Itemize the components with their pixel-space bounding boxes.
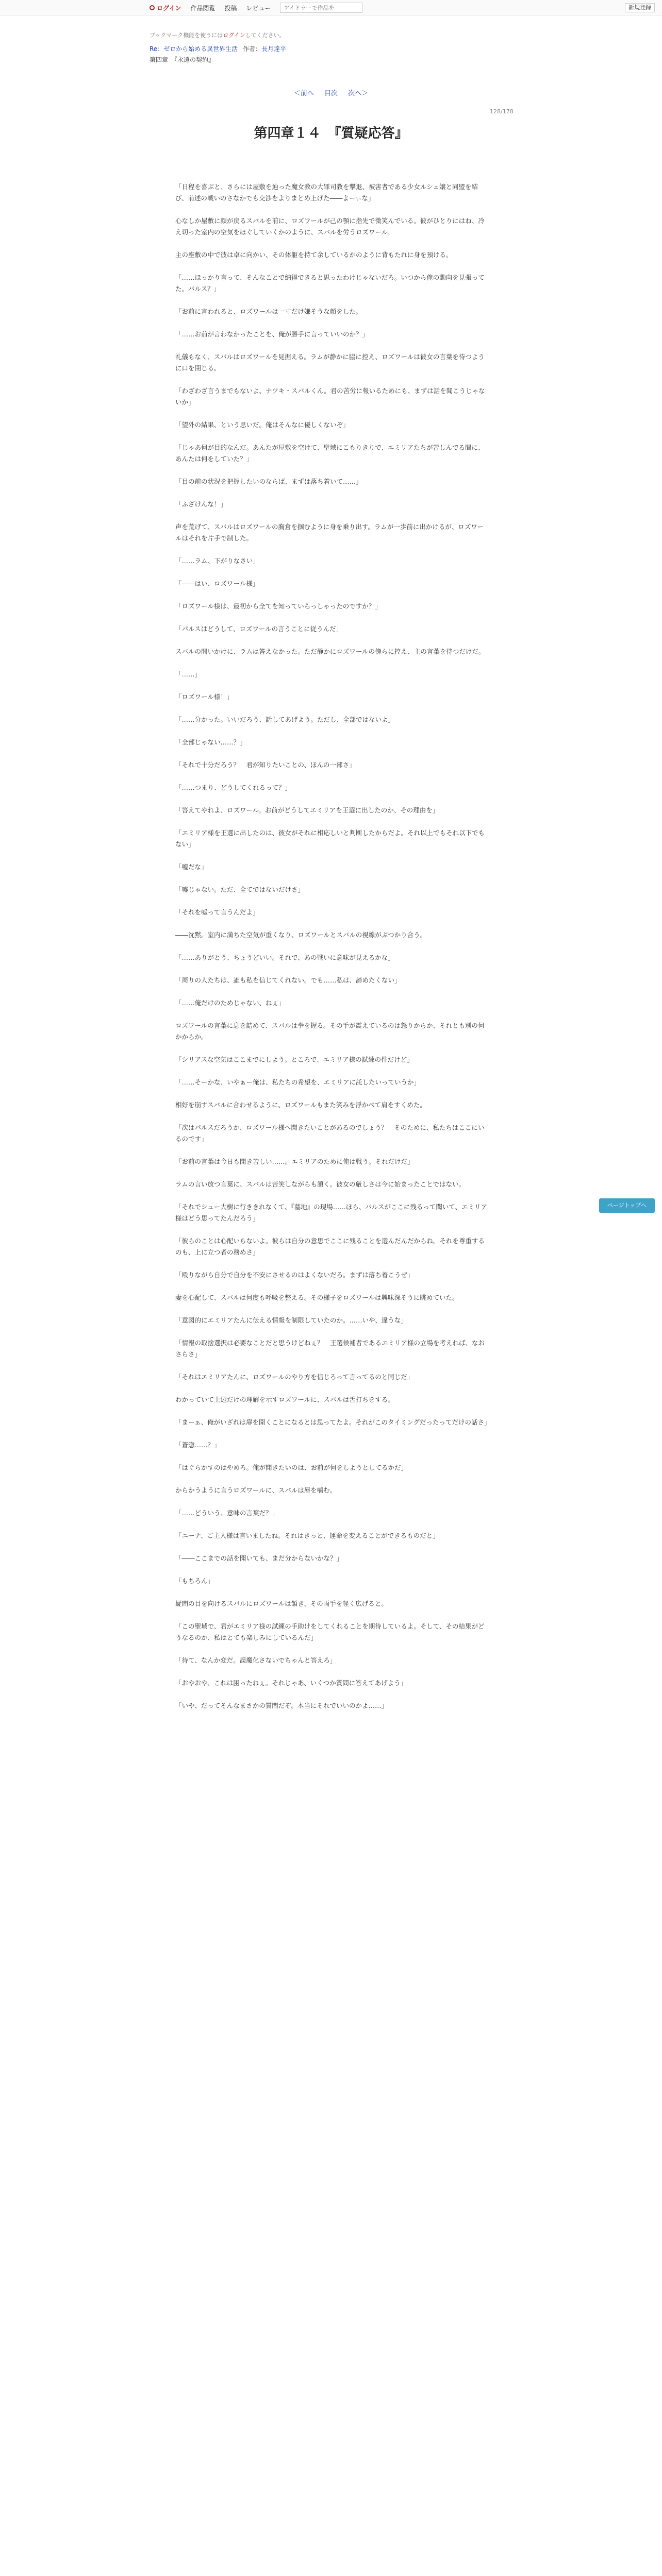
- login-link[interactable]: [150, 4, 181, 12]
- paragraph: 「殴りながら自分で自分を不安にさせるのはよくないだろ。まずは落ち着こうぜ」: [175, 1271, 414, 1279]
- paragraph: 「……ありがとう、ちょうどいい。それで、あの戦いに意味が見えるかな」: [175, 954, 394, 961]
- paragraph: 相好を崩すスバルに合わせるように、ロズワールもまた笑みを浮かべて肩をすくめた。: [175, 1101, 426, 1109]
- paragraph: スバルの問いかけに、ラムは答えなかった。ただ静かにロズワールの傍らに控え、主の言葉を待つだけだ。: [175, 648, 485, 655]
- paragraph: 「お前の言葉は今日も聞き苦しい……。エミリアのために俺は戦う。それだけだ」: [175, 1158, 414, 1165]
- paragraph: 礼儀もなく、スバルはロズワールを見据える。ラムが静かに脇に控え、ロズワールは彼女の言葉を待つように口を閉じる。: [175, 353, 485, 372]
- login-label: ログイン: [157, 4, 181, 12]
- paragraph: 「情報の取捨選択は必要なことだと思うけどねぇ？ 王選候補者であるエミリア様の立場を考えれば、なおさらさ」: [175, 1339, 485, 1358]
- novel-body: [175, 181, 489, 1723]
- register-button[interactable]: 新規登録: [625, 3, 655, 12]
- top-nav-inner: [150, 0, 362, 15]
- search-input[interactable]: [280, 3, 362, 13]
- paragraph: わかっていて上辺だけの理解を示すロズワールに、スバルは舌打ちをする。: [175, 1396, 394, 1403]
- paragraph: 「ロズワール様は、最初から全てを知っていらっしゃったのですか？」: [175, 602, 382, 610]
- nav-post[interactable]: 投稿: [224, 4, 237, 12]
- paragraph: 「……そーかな、いやぁー俺は、私たちの希望を、エミリアに託したいっていうか」: [175, 1078, 421, 1086]
- episode-title: 第四章１４ 『質疑応答』: [254, 126, 408, 141]
- next-link[interactable]: 次へ＞: [348, 90, 369, 97]
- paragraph: 「次はパルスだろうか、ロズワール様へ聞きたいことがあるのでしょう？ そのために、私たちはここにいるのです」: [175, 1124, 485, 1143]
- series-line: [150, 44, 521, 53]
- paragraph: 「……お前が言わなかったことを、俺が勝手に言っていいのか？」: [175, 330, 369, 338]
- author-link[interactable]: 長月達平: [261, 45, 287, 53]
- paragraph: 「目の前の状況を把握したいのならば、まずは落ち着いて……」: [175, 478, 362, 485]
- paragraph: 「わざわざ言うまでもないよ、ナツキ・スバルくん。君の苦労に報いるためにも、まずは話を聞こうじゃないか」: [175, 387, 485, 406]
- top-navigation-bar: [0, 0, 662, 15]
- prev-link[interactable]: ＜前へ: [293, 90, 314, 97]
- paragraph: 妻を心配して、スバルは何度も呼吸を整える。その様子をロズワールは興味深そうに眺めていた。: [175, 1294, 459, 1301]
- paragraph: 「ふざけんな！」: [175, 500, 227, 508]
- paragraph: 「いや、だってそんなまさかの質問だぞ。本当にそれでいいのかよ……」: [175, 1702, 388, 1709]
- page-top-button[interactable]: ページトップへ: [599, 1198, 655, 1213]
- paragraph: 「全部じゃない……？」: [175, 738, 246, 746]
- paragraph: 「嘘だな」: [175, 863, 208, 871]
- paragraph: 「じゃあ何が目的なんだ。あんたが屋敷を空けて、聖域にこもりきりで、エミリアたちが苦しんでる間に、あんたは何をしていた？」: [175, 444, 485, 463]
- paragraph: 主の座敷の中で彼は卓に向かい、その体躯を持て余しているかのように背もたれに身を預ける。: [175, 251, 453, 259]
- pager: [0, 88, 662, 97]
- paragraph: 「蒼惣……？」: [175, 1441, 221, 1449]
- author-label: 作者：: [243, 45, 262, 53]
- paragraph: 「……分かった。いいだろう、話してあげよう。ただし、全部ではないよ」: [175, 716, 395, 723]
- key-icon: [150, 5, 155, 10]
- paragraph: 心なしか屋敷に顔が戻るスバルを前に、ロズワールが己の顎に指先で微笑んでいる。彼がひとりにはね、冷え切った室内の空気をほぐしていくかのように、スバルを労うロズワール。: [175, 217, 485, 236]
- paragraph: 「……」: [175, 670, 202, 678]
- paragraph: 「……ほっかり言って、そんなことで納得できると思ったわけじゃないだろ。いつから俺の動向を見張ってた。パルス？」: [175, 274, 485, 293]
- nav-browse[interactable]: 作品閲覧: [190, 4, 216, 12]
- paragraph: 「日程を喜ぶと、さらには屋敷を辿った魔女教の大罪司教を撃退、被害者である少女ルシェ嬢と同盟を結び、前述の戦いのさなかでも交渉をよりまとめ上げた――よーぃな」: [175, 183, 478, 202]
- novel-header: [150, 31, 521, 64]
- paragraph: 疑問の目を向けるスバルにロズワールは頷き、その両手を軽く広げると。: [175, 1600, 388, 1607]
- paragraph: 「おやおや、これは困ったねぇ。それじゃあ、いくつか質問に答えてあげよう」: [175, 1679, 407, 1687]
- paragraph: ラムの言い放つ言葉に、スバルは苦笑しながらも頷く。彼女の厳しさは今に始まったことではない。: [175, 1180, 466, 1188]
- paragraph: 「エミリア様を王選に出したのは、彼女がそれに相応しいと判断したからだよ。それ以上でもそれ以下でもない」: [175, 829, 485, 848]
- paragraph: 「もちろん」: [175, 1577, 214, 1585]
- paragraph: 「この聖域で、君がエミリア様の試練の手助けをしてくれることを期待しているよ。そして、その結果がどうなるのか、私はとても楽しみにしているんだ」: [175, 1622, 485, 1641]
- page-number: 128/178: [490, 108, 514, 115]
- paragraph: 「ニーナ、ご主人様は言いましたね。それはきっと、運命を変えることができるものだと」: [175, 1532, 439, 1539]
- paragraph: 「はぐらかすのはやめろ。俺が聞きたいのは、お前が何をしようとしてるかだ」: [175, 1464, 408, 1471]
- paragraph: 「それはエミリアたんに、ロズワールのやり方を信じろって言ってるのと同じだ」: [175, 1373, 414, 1381]
- paragraph: 声を荒げて、スバルはロズワールの胸倉を掴むように身を乗り出す。ラムが一歩前に出かけるが、ロズワールはそれを片手で制した。: [175, 523, 484, 542]
- paragraph: 「お前に言われると、ロズワールは一寸だけ嫌そうな顔をした。: [175, 308, 362, 315]
- chapter-line: [150, 55, 521, 64]
- paragraph: 「意図的にエミリアたんに伝える情報を制限していたのか。……いや、違うな」: [175, 1316, 407, 1324]
- paragraph: 「――ここまでの話を聞いても、まだ分からないかな？」: [175, 1554, 343, 1562]
- paragraph: 「――はい、ロズワール様」: [175, 580, 259, 587]
- toc-link[interactable]: 目次: [324, 90, 338, 97]
- nav-review[interactable]: レビュー: [246, 4, 271, 12]
- paragraph: ロズワールの言葉に息を詰めて、スバルは拳を握る。その手が震えているのは怒りからか、それとも別の何かからか。: [175, 1022, 485, 1041]
- notice-prefix: ブックマーク機能を使うには: [150, 32, 223, 39]
- chapter-name: 第四章 『永遠の契約』: [150, 56, 215, 63]
- paragraph: 「嘘じゃない。ただ、全てではないだけさ」: [175, 886, 305, 893]
- paragraph: 「周りの人たちは、誰も私を信じてくれない。でも……私は、諦めたくない」: [175, 976, 401, 984]
- paragraph: 「望外の結果、という思いだ。俺はそんなに優しくないぞ」: [175, 421, 350, 429]
- paragraph: 「……つまり、どうしてくれるって？」: [175, 784, 292, 791]
- paragraph: ――沈黙。室内に満ちた空気が重くなり、ロズワールとスバルの視線がぶつかり合う。: [175, 931, 427, 939]
- paragraph: 「それで十分だろう？ 君が知りたいことの、ほんの一部さ」: [175, 761, 356, 769]
- paragraph: 「答えてやれよ、ロズワール。お前がどうしてエミリアを王選に出したのか、その理由を」: [175, 806, 439, 814]
- paragraph: 「彼らのことは心配いらないよ。彼らは自分の意思でここに残ることを選んだんだからね。それを尊重するのも、上に立つ者の務めさ」: [175, 1237, 485, 1256]
- paragraph: 「……どういう、意味の言葉だ？」: [175, 1509, 279, 1517]
- paragraph: 「ロズワール様！」: [175, 693, 234, 701]
- paragraph: 「待て、なんか変だ。誤魔化さないでちゃんと答えろ」: [175, 1656, 337, 1664]
- paragraph: 「それを嘘って言うんだよ」: [175, 908, 259, 916]
- paragraph: 「……ラム、下がりなさい」: [175, 557, 259, 565]
- series-title-link[interactable]: Re：ゼロから始める異世界生活: [150, 45, 238, 53]
- paragraph: 「……俺だけのためじゃない、ねぇ」: [175, 999, 285, 1007]
- notice-login-link[interactable]: ログイン: [223, 32, 245, 39]
- bookmark-notice: [150, 31, 521, 39]
- notice-suffix: してください。: [245, 32, 285, 39]
- paragraph: 「まーぁ、俺がいざれは扉を開くことになるとは思ってたよ。それがこのタイミングだったってだけの話さ」: [175, 1418, 491, 1426]
- paragraph: 「それでシュー大樹に行ききれなくて、『墓地』の現場……ほら、パルスがここに残るって聞いて、エミリア様はどう思ってたんだろう」: [175, 1203, 488, 1222]
- paragraph: 「シリアスな空気はここまでにしよう。ところで、エミリア様の試練の件だけど」: [175, 1056, 413, 1063]
- paragraph: 「パルスはどうして、ロズワールの言うことに従うんだ」: [175, 625, 343, 633]
- paragraph: からかうように言うロズワールに、スバルは唇を噛む。: [175, 1486, 337, 1494]
